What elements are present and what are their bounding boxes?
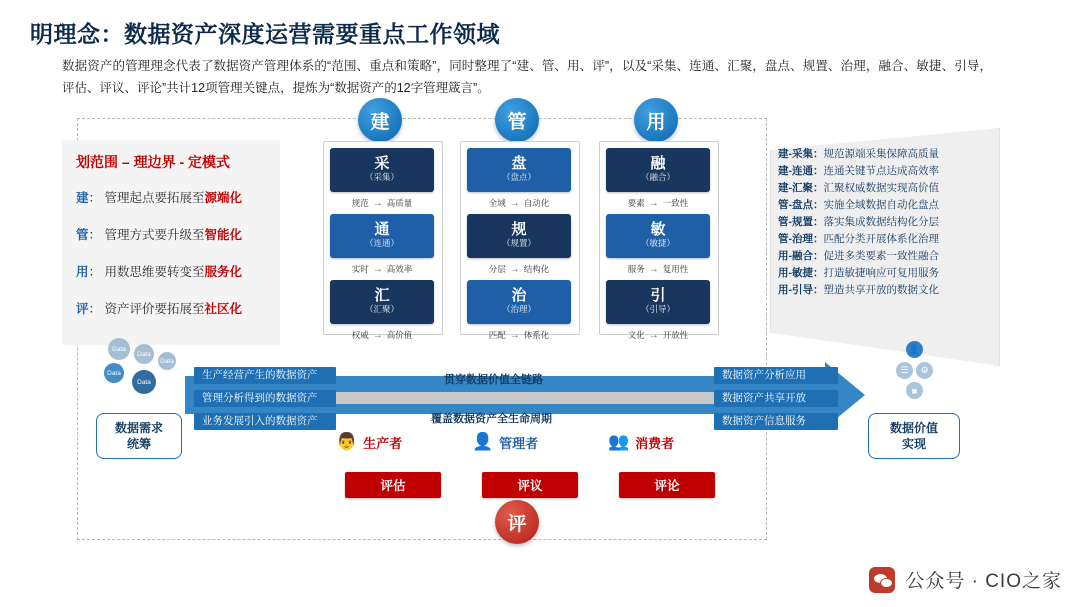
left-card-row: 管： 管理方式要升级至智能化	[76, 228, 243, 242]
left-card-text: 资产评价要拓展至	[104, 302, 205, 316]
pillar-badge-jian	[353, 95, 402, 142]
concept-arrow	[467, 324, 571, 346]
demand-coordination-line1: 数据需求	[114, 420, 163, 435]
arrow-from: 匹配	[488, 330, 506, 340]
arrow-icon: →	[372, 263, 383, 275]
concept-box[interactable]	[467, 280, 571, 324]
key-point-item	[778, 163, 993, 180]
pillar-badge-guan	[490, 95, 539, 142]
key-point-item	[778, 214, 993, 231]
left-card-em: 社区化	[204, 302, 243, 316]
key-point-text: 连通关键节点达成高效率	[823, 165, 939, 177]
chart-icon: ■	[906, 382, 923, 399]
role-label: 生产者	[363, 435, 403, 451]
pillar-column-guan	[467, 148, 571, 346]
concept-box[interactable]	[330, 148, 434, 192]
eval-box-assess[interactable]: 评估	[345, 472, 441, 498]
concept-box-title: 盘	[511, 155, 527, 173]
arrow-to: 自动化	[523, 198, 550, 208]
pillar-badge-label: 建	[370, 111, 390, 133]
concept-box-title: 治	[511, 287, 527, 305]
eval-box-review[interactable]: 评议	[482, 472, 578, 498]
concept-box[interactable]	[606, 280, 710, 324]
concept-box-title: 敏	[650, 221, 666, 239]
pillar-badge-sup: ③	[629, 95, 637, 105]
arrow-icon: →	[648, 263, 659, 275]
role-producer[interactable]	[336, 432, 402, 452]
concept-box-title: 规	[511, 221, 527, 239]
concept-box[interactable]	[330, 280, 434, 324]
value-realization-box[interactable]	[868, 413, 960, 459]
flow-output-chip[interactable]: 数据资产共享开放	[714, 390, 838, 407]
arrow-icon: →	[509, 329, 520, 341]
consumer-icon: 👥	[608, 432, 630, 451]
pillar-badge-yong	[629, 95, 678, 142]
concept-arrow	[330, 192, 434, 214]
key-point-text: 规范源端采集保障高质量	[823, 148, 939, 160]
role-manager[interactable]	[472, 432, 538, 452]
concept-arrow	[606, 192, 710, 214]
pillar-badge-label: 评	[507, 513, 527, 535]
left-card-row: 建： 管理起点要拓展至源端化	[76, 191, 243, 205]
key-point-item	[778, 180, 993, 197]
left-card-key: 评	[76, 302, 89, 316]
arrow-from: 权威	[351, 330, 369, 340]
flow-center-label: 覆盖数据资产全生命周期	[431, 413, 552, 425]
concept-box-sub: （连通）	[364, 237, 399, 248]
key-point-item	[778, 265, 993, 282]
arrow-to: 高价值	[386, 330, 413, 340]
concept-box-sub: （融合）	[640, 171, 675, 182]
pillar-column-yong	[606, 148, 710, 346]
left-card-key: 管	[76, 228, 89, 242]
key-point-text: 汇聚权威数据实现高价值	[823, 182, 939, 194]
value-realization-line2: 实现	[901, 437, 926, 451]
gear-icon: ⚙	[916, 362, 933, 379]
arrow-icon: →	[509, 197, 520, 209]
key-point-item	[778, 248, 993, 265]
key-point-text: 实施全域数据自动化盘点	[823, 199, 939, 211]
key-point-key: 建-采集：	[778, 148, 824, 160]
data-bubble-icon: Data	[132, 370, 156, 394]
arrow-from: 规范	[351, 198, 369, 208]
concept-box[interactable]	[467, 214, 571, 258]
page-title: 明理念：数据资产深度运营需要重点工作领域	[30, 21, 500, 47]
footer-text: 公众号 · CIO之家	[905, 571, 1062, 592]
concept-box-title: 引	[650, 287, 666, 305]
key-point-key: 用-敏捷：	[778, 267, 824, 279]
left-card-em: 服务化	[204, 265, 243, 279]
arrow-to: 结构化	[523, 264, 550, 274]
user-icon: 👤	[906, 341, 923, 358]
flow-input-chip[interactable]: 业务发展引入的数据资产	[194, 413, 336, 430]
arrow-from: 实时	[351, 264, 369, 274]
producer-icon: 👨	[336, 432, 358, 451]
arrow-to: 体系化	[523, 330, 550, 340]
arrow-icon: →	[509, 263, 520, 275]
document-icon: ☰	[896, 362, 913, 379]
key-point-key: 建-汇聚：	[778, 182, 824, 194]
arrow-to: 开放性	[662, 330, 689, 340]
arrow-icon: →	[372, 197, 383, 209]
concept-arrow	[330, 258, 434, 280]
left-card-text: 管理起点要拓展至	[104, 191, 205, 205]
role-consumer[interactable]	[608, 432, 674, 452]
arrow-icon: →	[372, 329, 383, 341]
pillar-badge-sup: ④	[490, 497, 498, 507]
key-point-key: 用-引导：	[778, 284, 824, 296]
data-bubble-icon: Data	[134, 344, 154, 364]
concept-box[interactable]	[606, 148, 710, 192]
concept-box[interactable]	[606, 214, 710, 258]
concept-box-sub: （治理）	[501, 303, 536, 314]
concept-arrow	[467, 192, 571, 214]
arrow-from: 分层	[488, 264, 506, 274]
key-point-key: 管-规置：	[778, 216, 824, 228]
flow-output-chip[interactable]: 数据资产分析应用	[714, 367, 838, 384]
concept-box-sub: （采集）	[364, 171, 399, 182]
arrow-to: 一致性	[662, 198, 689, 208]
manager-icon: 👤	[472, 432, 494, 451]
pillar-badge-sup: ①	[353, 95, 361, 105]
concept-box-sub: （汇聚）	[364, 303, 399, 314]
key-point-text: 促进多类要素一致性融合	[823, 250, 939, 262]
value-realization-line1: 数据价值	[889, 420, 938, 435]
data-bubble-icon: Data	[104, 363, 124, 383]
concept-arrow	[330, 324, 434, 346]
page-subtitle: 数据资产的管理理念代表了数据资产管理体系的“范围、重点和策略”，同时整理了“建、管、用、评”，以及“采集、连通、汇聚，盘点、规置、治理，融合、敏捷、引导，评估、评议、评论”共计12项管理关键点，提炼为“数据资产的12字管理箴言”。	[62, 59, 992, 95]
key-point-item	[778, 197, 993, 214]
key-point-text: 匹配分类开展体系化治理	[823, 233, 939, 245]
arrow-to: 高效率	[386, 264, 413, 274]
flow-input-chip[interactable]: 生产经营产生的数据资产	[194, 367, 336, 384]
concept-box-sub: （盘点）	[501, 171, 536, 182]
key-point-key: 管-治理：	[778, 233, 824, 245]
left-card-text: 管理方式要升级至	[104, 228, 205, 242]
arrow-icon: →	[648, 329, 659, 341]
lifecycle-bar	[330, 392, 720, 404]
data-bubble-icon: Data	[158, 352, 176, 370]
pillar-badge-label: 用	[646, 111, 666, 133]
left-card-text: 用数思维要转变至	[104, 265, 205, 279]
concept-box-title: 融	[650, 155, 666, 173]
key-points-list	[778, 146, 993, 299]
concept-box[interactable]	[467, 148, 571, 192]
pillar-badge-label: 管	[507, 111, 527, 133]
key-point-key: 建-连通：	[778, 165, 824, 177]
pillar-badge-ping	[490, 497, 539, 544]
concept-box-title: 通	[374, 221, 390, 239]
concept-box-title: 汇	[374, 287, 390, 305]
key-point-text: 落实集成数据结构化分层	[823, 216, 939, 228]
left-card-key: 建	[76, 191, 89, 205]
concept-arrow	[467, 258, 571, 280]
concept-box-sub: （敏捷）	[640, 237, 675, 248]
left-card-key: 用	[76, 265, 89, 279]
left-concept-card	[62, 140, 280, 345]
left-card-row: 评： 资产评价要拓展至社区化	[76, 302, 243, 316]
key-point-key: 用-融合：	[778, 250, 824, 262]
pillar-badge-sup: ②	[490, 95, 498, 105]
wechat-icon	[869, 567, 895, 593]
flow-input-chip[interactable]: 管理分析得到的数据资产	[194, 390, 336, 407]
demand-coordination-box[interactable]	[96, 413, 182, 459]
left-card-em: 智能化	[204, 228, 243, 242]
data-bubble-icon: Data	[108, 338, 130, 360]
concept-box-title: 采	[374, 155, 390, 173]
arrow-to: 高质量	[386, 198, 413, 208]
arrow-from: 文化	[627, 330, 645, 340]
key-point-item	[778, 146, 993, 163]
role-label: 消费者	[635, 435, 675, 451]
key-point-key: 管-盘点：	[778, 199, 824, 211]
concept-arrow	[606, 324, 710, 346]
concept-box-sub: （规置）	[501, 237, 536, 248]
arrow-icon: →	[648, 197, 659, 209]
arrow-from: 要素	[627, 198, 645, 208]
arrow-from: 全域	[488, 198, 506, 208]
left-card-row: 用： 用数思维要转变至服务化	[76, 265, 243, 279]
flow-center-label: 贯穿数据价值全链路	[444, 374, 543, 386]
key-point-text: 打造敏捷响应可复用服务	[823, 267, 939, 279]
demand-coordination-line2: 统筹	[126, 437, 151, 451]
left-card-title: 划范围 – 理边界 - 定模式	[76, 154, 231, 170]
concept-arrow	[606, 258, 710, 280]
role-label: 管理者	[499, 435, 539, 451]
key-point-item	[778, 282, 993, 299]
key-point-item	[778, 231, 993, 248]
left-card-em: 源端化	[204, 191, 243, 205]
key-point-text: 塑造共享开放的数据文化	[823, 284, 939, 296]
arrow-from: 服务	[627, 264, 645, 274]
concept-box[interactable]	[330, 214, 434, 258]
arrow-to: 复用性	[662, 264, 689, 274]
pillar-column-jian	[330, 148, 434, 346]
eval-box-comment[interactable]: 评论	[619, 472, 715, 498]
concept-box-sub: （引导）	[640, 303, 675, 314]
footer-watermark	[869, 566, 1062, 593]
flow-output-chip[interactable]: 数据资产信息服务	[714, 413, 838, 430]
